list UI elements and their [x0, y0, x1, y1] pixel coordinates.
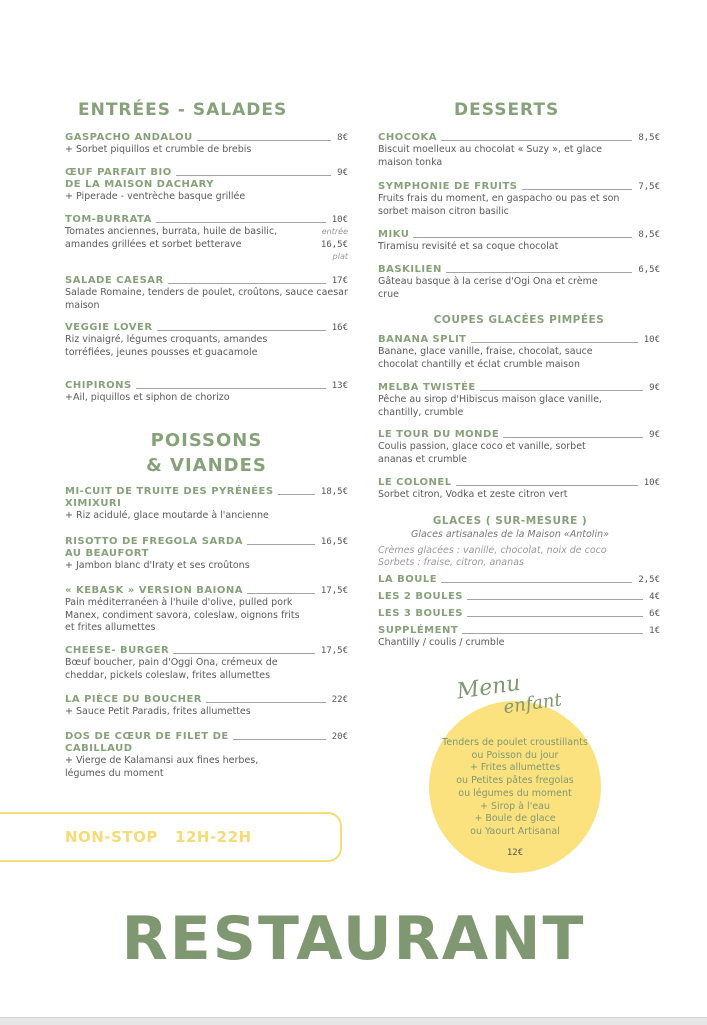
dot-leader [247, 593, 315, 594]
menu-enfant-line: ou Poisson du jour [471, 749, 559, 761]
item-price-2: 16,5€ [320, 239, 348, 250]
menu-item [65, 380, 348, 405]
menu-item [378, 574, 660, 586]
section-title-desserts: DESSERTS [454, 100, 560, 120]
item-name: BASKILIEN [378, 264, 442, 275]
item-description: Banane, glace vanille, fraise, chocolat, sauce chocolat chantilly et éclat crumble maison [378, 346, 593, 370]
dot-leader [206, 702, 326, 703]
menu-item [65, 275, 348, 312]
dot-leader [467, 616, 643, 617]
item-price: 6€ [649, 609, 660, 619]
item-price: 6,5€ [638, 265, 660, 275]
item-price: 7,5€ [638, 182, 660, 192]
menu-item [65, 731, 348, 780]
menu-enfant-line: + Frites allumettes [469, 762, 561, 774]
menu-item [65, 585, 348, 635]
item-price: 17,5€ [320, 586, 348, 596]
section-title-poissons [65, 428, 348, 478]
dot-leader [197, 140, 331, 141]
item-description: Bœuf boucher, pain d'Oggi Ona, crémeux de cheddar, pickels coleslaw, frites allumettes [65, 657, 278, 681]
item-price: 16€ [331, 323, 348, 333]
dot-leader [441, 582, 632, 583]
item-description: + Jambon blanc d'Iraty et ses croûtons [65, 560, 250, 571]
dot-leader [462, 633, 643, 634]
item-name: SYMPHONIE DE FRUITS [378, 181, 518, 192]
menu-item [65, 486, 348, 523]
menu-enfant-line: + Boule de glace [474, 813, 556, 825]
item-name: MIKU [378, 229, 410, 240]
menu-enfant-line: + Sirop à l'eau [480, 800, 550, 812]
section-title-line1: POISSONS [150, 430, 263, 451]
item-description: + Piperade - ventrèche basque grillée [65, 191, 246, 202]
menu-item [65, 694, 348, 719]
dot-leader [503, 437, 643, 438]
dot-leader [156, 222, 326, 223]
item-price: 20€ [331, 732, 348, 742]
item-name: MI-CUIT DE TRUITE DES PYRÉNÉES [65, 486, 274, 497]
item-price: 10€ [331, 215, 348, 225]
dot-leader [136, 388, 326, 389]
item-name: GASPACHO ANDALOU [65, 132, 193, 143]
menu-item [65, 167, 348, 204]
item-name: MELBA TWISTÉE [378, 382, 476, 393]
hours-text: NON-STOP 12H-22H [65, 828, 252, 846]
item-price: 9€ [337, 168, 348, 178]
menu-enfant-price: 12€ [506, 847, 524, 858]
glaces-sorbets: Sorbets : fraise, citron, ananas [378, 557, 524, 568]
item-price: 17€ [331, 276, 348, 286]
restaurant-title: RESTAURANT [121, 904, 586, 974]
menu-item [65, 132, 348, 157]
item-description: Fruits frais du moment, en gaspacho ou pas et son sorbet maison citron basilic [378, 193, 620, 217]
item-description: + Vierge de Kalamansi aux fines herbes, légumes du moment [65, 755, 259, 779]
item-name-line2: CABILLAUD [65, 743, 133, 754]
menu-item [378, 429, 660, 466]
item-description: + Sauce Petit Paradis, frites allumettes [65, 706, 251, 717]
menu-item [378, 264, 660, 301]
dot-leader [467, 599, 643, 600]
dot-leader [441, 140, 632, 141]
item-description: Biscuit moelleux au chocolat « Suzy », et glace maison tonka [378, 144, 603, 168]
item-price: 10€ [643, 478, 660, 488]
item-description: Tomates anciennes, burrata, huile de basilic, amandes grillées et sorbet betterave [65, 226, 278, 250]
section-title-glaces: GLACES ( SUR-MESURE ) [432, 515, 588, 527]
section-title-entrees: ENTRÉES - SALADES [78, 100, 288, 120]
glaces-subtitle: Glaces artisanales de la Maison «Antolin» [411, 529, 609, 540]
item-description: + Riz acidulé, glace moutarde à l'ancienne [65, 510, 269, 521]
item-name: SALADE CAESAR [65, 275, 164, 286]
item-description: Coulis passion, glace coco et vanille, sorbet ananas et crumble [378, 441, 586, 465]
menu-item [65, 536, 348, 573]
price-note: entrée [321, 227, 348, 236]
item-name-line2: AU BEAUFORT [65, 548, 149, 559]
menu-item [378, 229, 660, 254]
menu-item [378, 625, 660, 650]
menu-item [65, 214, 348, 264]
item-name: CHIPIRONS [65, 380, 132, 391]
item-price: 13€ [331, 381, 348, 391]
item-description: Sorbet citron, Vodka et zeste citron vert [378, 489, 568, 500]
item-description: Chantilly / coulis / crumble [378, 637, 505, 648]
menu-item [65, 322, 348, 359]
item-name: CHOCOKA [378, 132, 438, 143]
item-name: « KEBASK » VERSION BAIONA [65, 585, 243, 596]
item-price: 16,5€ [320, 537, 348, 547]
item-name: VEGGIE LOVER [65, 322, 153, 333]
item-description: Tiramisu revisité et sa coque chocolat [378, 241, 559, 252]
item-description: Pêche au sirop d'Hibiscus maison glace vanille, chantilly, crumble [378, 394, 602, 418]
item-name: RISOTTO DE FREGOLA SARDA [65, 536, 243, 547]
dot-leader [446, 272, 632, 273]
dot-leader [157, 330, 326, 331]
item-name-line2: DE LA MAISON DACHARY [65, 179, 215, 190]
item-name: LA PIÈCE DU BOUCHER [65, 694, 203, 705]
item-name: CHEESE- BURGER [65, 645, 170, 656]
price-notes [321, 226, 348, 264]
menu-enfant-line: ou Petites pâtes fregolas [456, 775, 574, 787]
item-name: SUPPLÉMENT [378, 625, 459, 636]
menu-item [378, 132, 660, 169]
item-price: 2,5€ [638, 575, 660, 585]
dot-leader [456, 485, 638, 486]
item-price: 22€ [331, 695, 348, 705]
item-description: Pain méditerranéen à l'huile d'olive, pulled pork Manex, condiment savora, coleslaw, oignons frits et frites allumettes [65, 597, 300, 633]
menu-item [378, 334, 660, 371]
dot-leader [278, 494, 315, 495]
menu-item [65, 645, 348, 682]
item-price: 17,5€ [320, 646, 348, 656]
item-description: + Sorbet piquillos et crumble de brebis [65, 144, 252, 155]
item-name: LES 2 BOULES [378, 591, 463, 602]
item-price: 4€ [649, 592, 660, 602]
menu-enfant-title-line1: Menu [455, 670, 523, 705]
dot-leader [480, 390, 643, 391]
menu-item [378, 477, 660, 502]
item-name: TOM-BURRATA [65, 214, 152, 225]
dot-leader [173, 653, 315, 654]
item-name: ŒUF PARFAIT BIO [65, 167, 172, 178]
item-name: LES 3 BOULES [378, 608, 463, 619]
menu-item [378, 181, 660, 218]
dot-leader [247, 544, 315, 545]
menu-item [378, 608, 660, 620]
item-name: LE TOUR DU MONDE [378, 429, 500, 440]
item-price: 10€ [643, 335, 660, 345]
item-price: 8,5€ [638, 133, 660, 143]
item-name: DOS DE CŒUR DE FILET DE [65, 731, 229, 742]
dot-leader [233, 739, 326, 740]
menu-item [378, 591, 660, 603]
item-description: Salade Romaine, tenders de poulet, croûtons, sauce caesar maison [65, 287, 348, 311]
item-description: +Ail, piquillos et siphon de chorizo [65, 392, 230, 403]
menu-enfant-title-line2: enfant [502, 689, 564, 719]
item-price: 18,5€ [320, 487, 348, 497]
menu-item [378, 382, 660, 419]
item-name: LE COLONEL [378, 477, 452, 488]
item-name: LA BOULE [378, 574, 438, 585]
dot-leader [471, 342, 638, 343]
item-name-line2: XIMIXURI [65, 498, 122, 509]
dot-leader [522, 189, 633, 190]
section-title-line2: & VIANDES [146, 455, 267, 476]
menu-enfant-line: ou Yaourt Artisanal [470, 825, 560, 837]
item-price: 8,5€ [638, 230, 660, 240]
dot-leader [168, 283, 326, 284]
item-price: 9€ [649, 430, 660, 440]
item-price: 1€ [649, 626, 660, 636]
item-description: Gâteau basque à la cerise d'Ogi Ona et crème crue [378, 276, 598, 300]
menu-enfant-content [430, 737, 600, 859]
item-description: Riz vinaigré, légumes croquants, amandes torréfiées, jeunes pousses et guacamole [65, 334, 268, 358]
item-price: 8€ [337, 133, 348, 143]
menu-enfant-line: Tenders de poulet croustillants [442, 737, 588, 748]
menu-enfant-line: ou légumes du moment [458, 787, 572, 799]
dot-leader [176, 175, 331, 176]
glaces-cremes: Crèmes glacées : vanille, chocolat, noix de coco [378, 545, 607, 556]
section-title-coupes: COUPES GLACÉES PIMPÉES [433, 314, 605, 326]
price-note-2: plat [332, 252, 348, 261]
item-price: 9€ [649, 383, 660, 393]
item-name: BANANA SPLIT [378, 334, 467, 345]
dot-leader [413, 237, 632, 238]
